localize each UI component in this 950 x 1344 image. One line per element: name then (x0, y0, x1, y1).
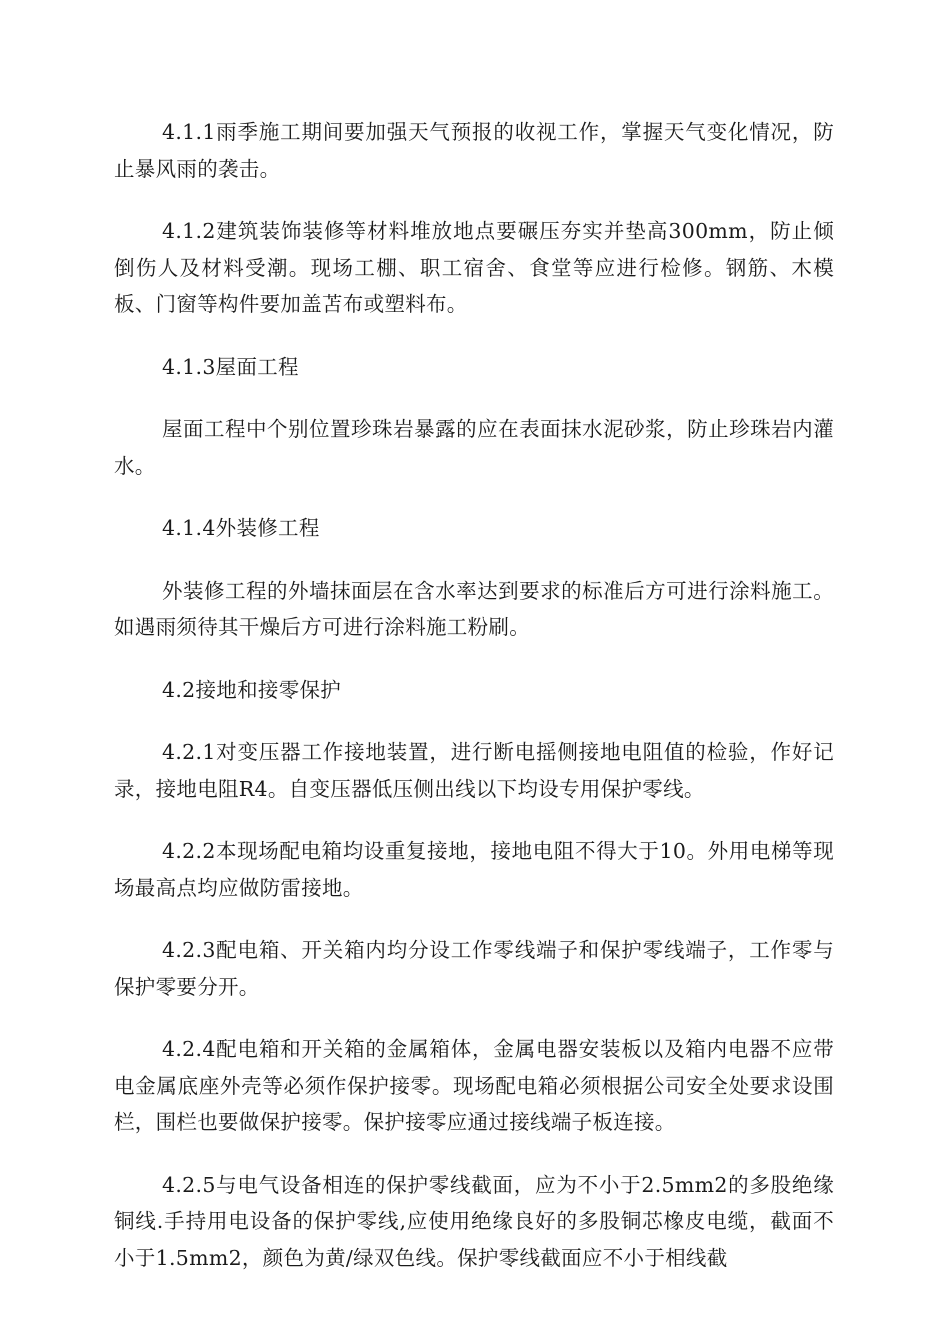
heading-4-2: 4.2接地和接零保护 (162, 677, 342, 702)
paragraph-4-1-2: 4.1.2建筑装饰装修等材料堆放地点要碾压夯实并垫高300mm，防止倾倒伤人及材料受潮。现场工棚、职工宿舍、食堂等应进行检修。钢筋、木模板、门窗等构件要加盖苫布或塑料布。 (114, 219, 834, 316)
paragraph-roof-work: 屋面工程中个别位置珍珠岩暴露的应在表面抹水泥砂浆，防止珍珠岩内灌水。 (114, 417, 834, 478)
document-body (114, 114, 834, 1302)
paragraph-4-2-1: 4.2.1对变压器工作接地装置，进行断电摇侧接地电阻值的检验，作好记录，接地电阻R4。自变压器低压侧出线以下均设专用保护零线。 (114, 740, 834, 801)
heading-4-1-3: 4.1.3屋面工程 (162, 354, 299, 379)
paragraph-4-2-3: 4.2.3配电箱、开关箱内均分设工作零线端子和保护零线端子，工作零与保护零要分开。 (114, 938, 834, 999)
paragraph-4-2-4: 4.2.4配电箱和开关箱的金属箱体，金属电器安装板以及箱内电器不应带电金属底座外壳等必须作保护接零。现场配电箱必须根据公司安全处要求设围栏，围栏也要做保护接零。保护接零应通过接线端子板连接。 (114, 1037, 834, 1134)
paragraph-exterior-work: 外装修工程的外墙抹面层在含水率达到要求的标准后方可进行涂料施工。如遇雨须待其干燥后方可进行涂料施工粉刷。 (114, 578, 834, 639)
paragraph-4-2-5: 4.2.5与电气设备相连的保护零线截面，应为不小于2.5mm2的多股绝缘铜线.手持用电设备的保护零线,应使用绝缘良好的多股铜芯橡皮电缆，截面不小于1.5mm2，颜色为黄/绿双色线。保护零线截面应不小于相线截 (114, 1172, 834, 1270)
paragraph-4-2-2: 4.2.2本现场配电箱均设重复接地，接地电阻不得大于10。外用电梯等现场最高点均应做防雷接地。 (114, 839, 834, 900)
paragraph-4-1-1: 4.1.1雨季施工期间要加强天气预报的收视工作，掌握天气变化情况，防止暴风雨的袭击。 (114, 120, 834, 181)
heading-4-1-4: 4.1.4外装修工程 (162, 516, 320, 540)
